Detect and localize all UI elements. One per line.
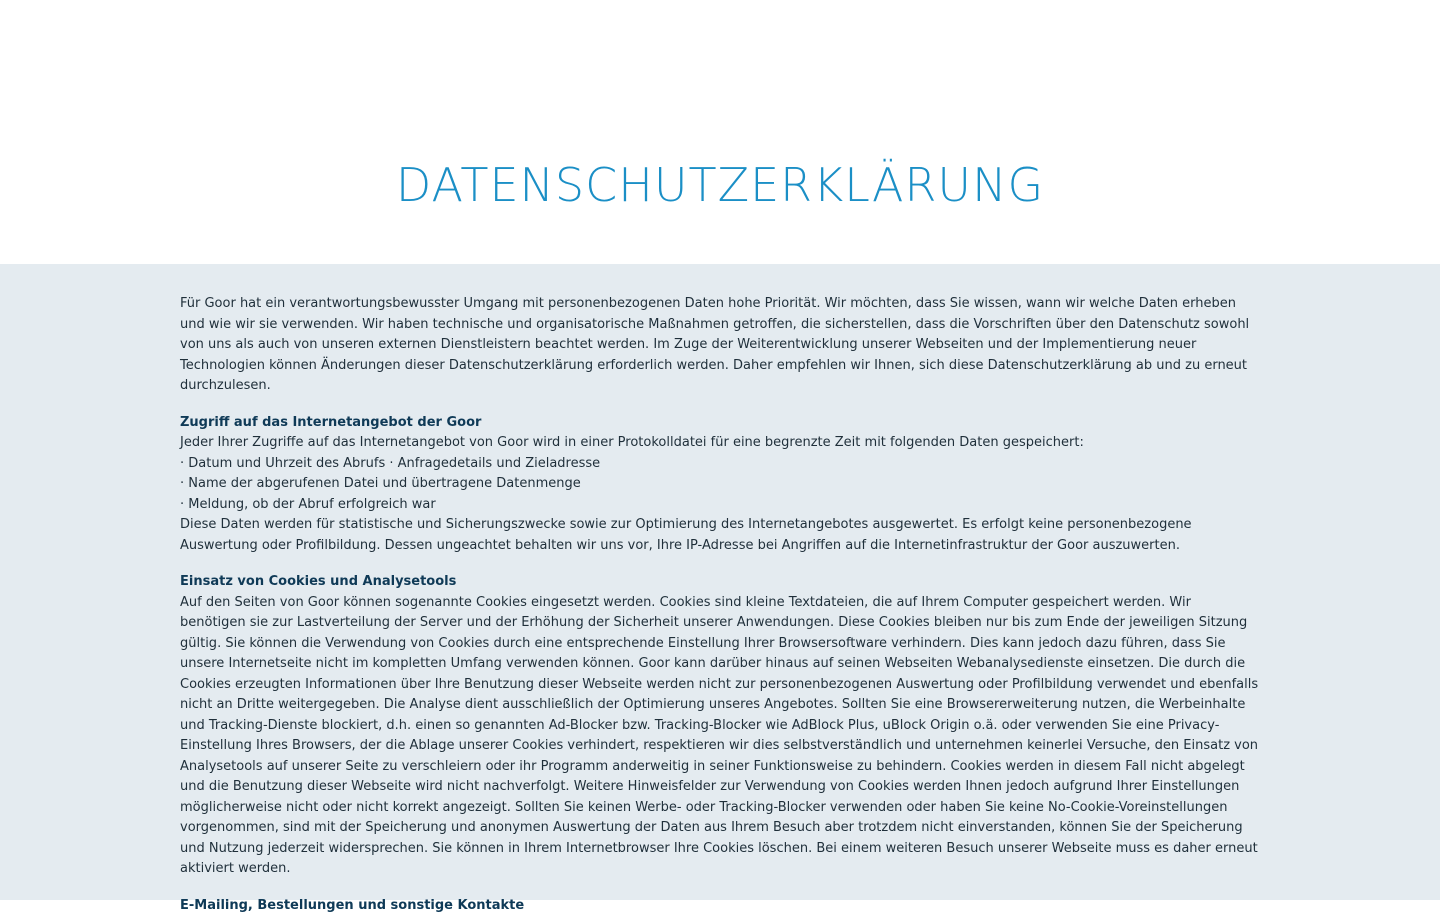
page-header <box>0 0 1440 264</box>
privacy-content <box>180 264 1260 916</box>
section-cookies <box>180 572 1260 880</box>
content-area <box>0 264 1440 900</box>
section-heading: E-Mailing, Bestellungen und sonstige Kontakte <box>180 896 1260 916</box>
section-emailing <box>180 896 1260 916</box>
section-text: Auf den Seiten von Goor können sogenannte Cookies eingesetzt werden. Cookies sind kleine Textdateien, die auf Ihrem Computer gespeichert werden. Wir benötigen sie zur Lastverteilung der Server und der Erhöhung der Sicherheit unserer Anwendungen. Diese Cookies bleiben nur bis zum Ende der jeweiligen Sitzung gültig. Sie können die Verwendung von Cookies durch eine entsprechende Einstellung Ihrer Browsersoftware verhindern. Dies kann jedoch dazu führen, dass Sie unsere Internetseite nicht im kompletten Umfang verwenden können. Goor kann darüber hinaus auf seinen Webseiten Webanalysedienste einsetzen. Die durch die Cookies erzeugten Informationen über Ihre Benutzung dieser Webseite werden nicht zur personenbezogenen Auswertung oder Profilbildung verwendet und ebenfalls nicht an Dritte weitergegeben. Die Analyse dient ausschließlich der Optimierung unseres Angebotes. Sollten Sie eine Browsererweiterung nutzen, die Werbeinhalte und Tracking-Dienste blockiert, d.h. einen so genannten Ad-Blocker bzw. Tracking-Blocker wie AdBlock Plus, uBlock Origin o.ä. oder verwenden Sie eine Privacy-Einstellung Ihres Browsers, der die Ablage unserer Cookies verhindert, respektieren wir dies selbstverständlich und unternehmen keinerlei Versuche, den Einsatz von Analysetools auf unserer Seite zu verschleiern oder ihr Programm anderweitig in seiner Funktionsweise zu behindern. Cookies werden in diesem Fall nicht abgelegt und die Benutzung dieser Webseite wird nicht nachverfolgt. Weitere Hinweisfelder zur Verwendung von Cookies werden Ihnen jedoch aufgrund Ihrer Einstellungen möglicherweise nicht oder nicht korrekt angezeigt. Sollten Sie keinen Werbe- oder Tracking-Blocker verwenden oder haben Sie keine No-Cookie-Voreinstellungen vorgenommen, sind mit der Speicherung und anonymen Auswertung der Daten aus Ihrem Besuch aber trotzdem nicht einverstanden, können Sie der Speicherung und Nutzung jederzeit widersprechen. Sie können in Ihrem Internetbrowser Ihre Cookies löschen. Bei einem weiteren Besuch unserer Webseite muss es daher erneut aktiviert werden. <box>180 593 1260 880</box>
section-text: Diese Daten werden für statistische und Sicherungszwecke sowie zur Optimierung des Internetangebotes ausgewertet. Es erfolgt keine personenbezogene Auswertung oder Profilbildung. Dessen ungeachtet behalten wir uns vor, Ihre IP-Adresse bei Angriffen auf die Internetinfrastruktur der Goor auszuwerten. <box>180 515 1260 556</box>
bullet-item: · Meldung, ob der Abruf erfolgreich war <box>180 495 1260 516</box>
section-text: Jeder Ihrer Zugriffe auf das Internetangebot von Goor wird in einer Protokolldatei für eine begrenzte Zeit mit folgenden Daten gespeichert: <box>180 433 1260 454</box>
page-title: DATENSCHUTZERKLÄRUNG <box>0 155 1440 215</box>
intro-paragraph: Für Goor hat ein verantwortungsbewusster Umgang mit personenbezogenen Daten hohe Priorität. Wir möchten, dass Sie wissen, wann wir welche Daten erheben und wie wir sie verwenden. Wir haben technische und organisatorische Maßnahmen getroffen, die sicherstellen, dass die Vorschriften über den Datenschutz sowohl von uns als auch von unseren externen Dienstleistern beachtet werden. Im Zuge der Weiterentwicklung unserer Webseiten und der Implementierung neuer Technologien können Änderungen dieser Datenschutzerklärung erforderlich werden. Daher empfehlen wir Ihnen, sich diese Datenschutzerklärung ab und zu erneut durchzulesen. <box>180 294 1260 397</box>
bullet-item: · Name der abgerufenen Datei und übertragene Datenmenge <box>180 474 1260 495</box>
section-heading: Einsatz von Cookies und Analysetools <box>180 572 1260 593</box>
bullet-item: · Datum und Uhrzeit des Abrufs · Anfragedetails und Zieladresse <box>180 454 1260 475</box>
section-access <box>180 413 1260 557</box>
section-heading: Zugriff auf das Internetangebot der Goor <box>180 413 1260 434</box>
